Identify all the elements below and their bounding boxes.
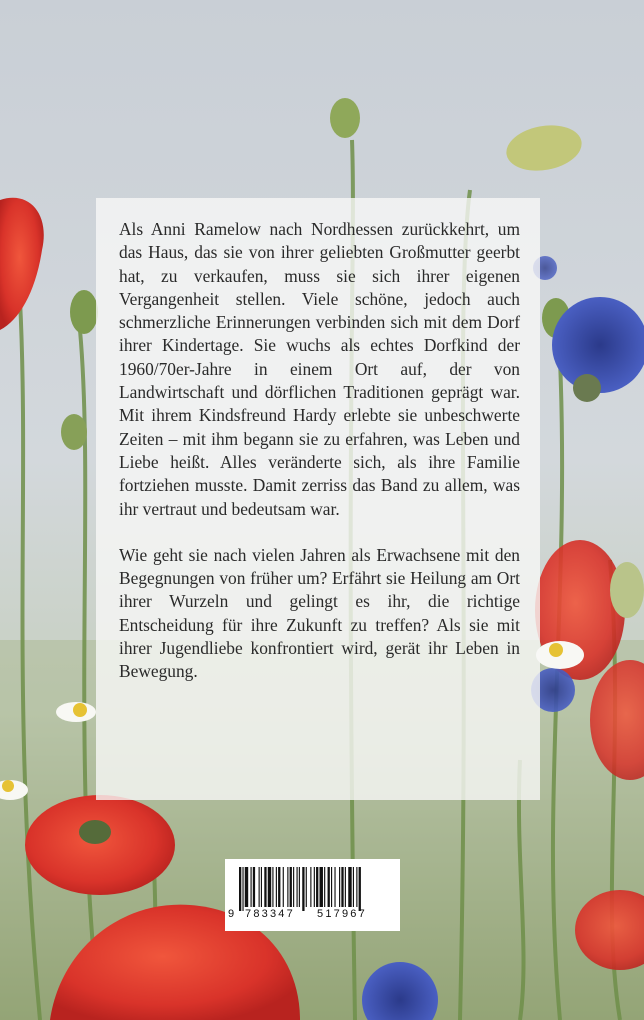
barcode-bar bbox=[242, 867, 243, 911]
barcode-bars bbox=[225, 859, 400, 911]
blurb-panel bbox=[96, 198, 540, 800]
barcode-bar bbox=[324, 867, 325, 907]
barcode-bar bbox=[239, 867, 241, 911]
barcode-bar bbox=[306, 867, 307, 907]
barcode-bar bbox=[299, 867, 300, 907]
barcode-bar bbox=[314, 867, 315, 907]
barcode-bar bbox=[302, 867, 304, 911]
isbn-barcode bbox=[225, 859, 400, 931]
barcode-bar bbox=[316, 867, 318, 907]
barcode-bar bbox=[356, 867, 357, 907]
barcode-bar bbox=[297, 867, 298, 907]
barcode-bar bbox=[339, 867, 340, 907]
barcode-bar bbox=[345, 867, 346, 907]
barcode-bar bbox=[341, 867, 343, 907]
barcode-bar bbox=[268, 867, 271, 907]
barcode-bar bbox=[348, 867, 351, 907]
barcode-bar bbox=[259, 867, 260, 907]
barcode-bar bbox=[293, 867, 294, 907]
barcode-bar bbox=[353, 867, 354, 907]
barcode-bar bbox=[310, 867, 311, 907]
barcode-bar bbox=[264, 867, 266, 907]
barcode-bar bbox=[276, 867, 277, 907]
barcode-right-group: 517967 bbox=[317, 908, 367, 920]
barcode-left-group: 783347 bbox=[245, 908, 295, 920]
barcode-bar bbox=[278, 867, 280, 907]
barcode-prefix: 9 bbox=[228, 908, 235, 920]
barcode-bar bbox=[328, 867, 330, 907]
barcode-bar bbox=[251, 867, 252, 907]
barcode-bar bbox=[359, 867, 361, 911]
blurb-paragraph-1: Als Anni Ramelow nach Nordhessen zurückkehrt, um das Haus, das sie von ihrer geliebten Großmutter geerbt hat, zu verkaufen, muss sie sich ihrer eigenen Vergangenheit stellen. Viele schöne, jedoch auch schmerzliche Erinnerungen verbinden sich mit dem Dorf ihrer Kindertage. Sie wuchs als echtes Dorfkind der 1960/70er-Jahre in einem Ort auf, der von Landwirtschaft und dörflichen Traditionen geprägt war. Mit ihrem Kindsfreund Hardy erlebte sie unbeschwerte Zeiten – mit ihm begann sie zu erfahren, was Leben und Liebe heißt. Alles veränderte sich, als ihre Familie fortziehen musste. Damit zerriss das Band zu allem, was ihr vertraut und bedeutsam war. bbox=[119, 219, 520, 519]
barcode-bar bbox=[261, 867, 262, 907]
blurb-paragraph-2: Wie geht sie nach vielen Jahren als Erwachsene mit den Begegnungen von früher um? Erfährt sie Heilung am Ort ihrer Wurzeln und gelingt es ihr, die richtige Entscheidung für ihre Zukunft zu treffen? Als sie mit ihrer Jugendliebe konfrontiert wird, gerät ihr Leben in Bewegung. bbox=[119, 544, 520, 682]
barcode-bar bbox=[287, 867, 288, 907]
barcode-bar bbox=[290, 867, 292, 907]
barcode-bar bbox=[331, 867, 332, 907]
barcode-bar bbox=[245, 867, 248, 907]
barcode-bar bbox=[283, 867, 284, 907]
barcode-bar bbox=[334, 867, 335, 907]
barcode-bar bbox=[320, 867, 323, 907]
barcode-bar bbox=[253, 867, 255, 907]
barcode-bar bbox=[272, 867, 273, 907]
